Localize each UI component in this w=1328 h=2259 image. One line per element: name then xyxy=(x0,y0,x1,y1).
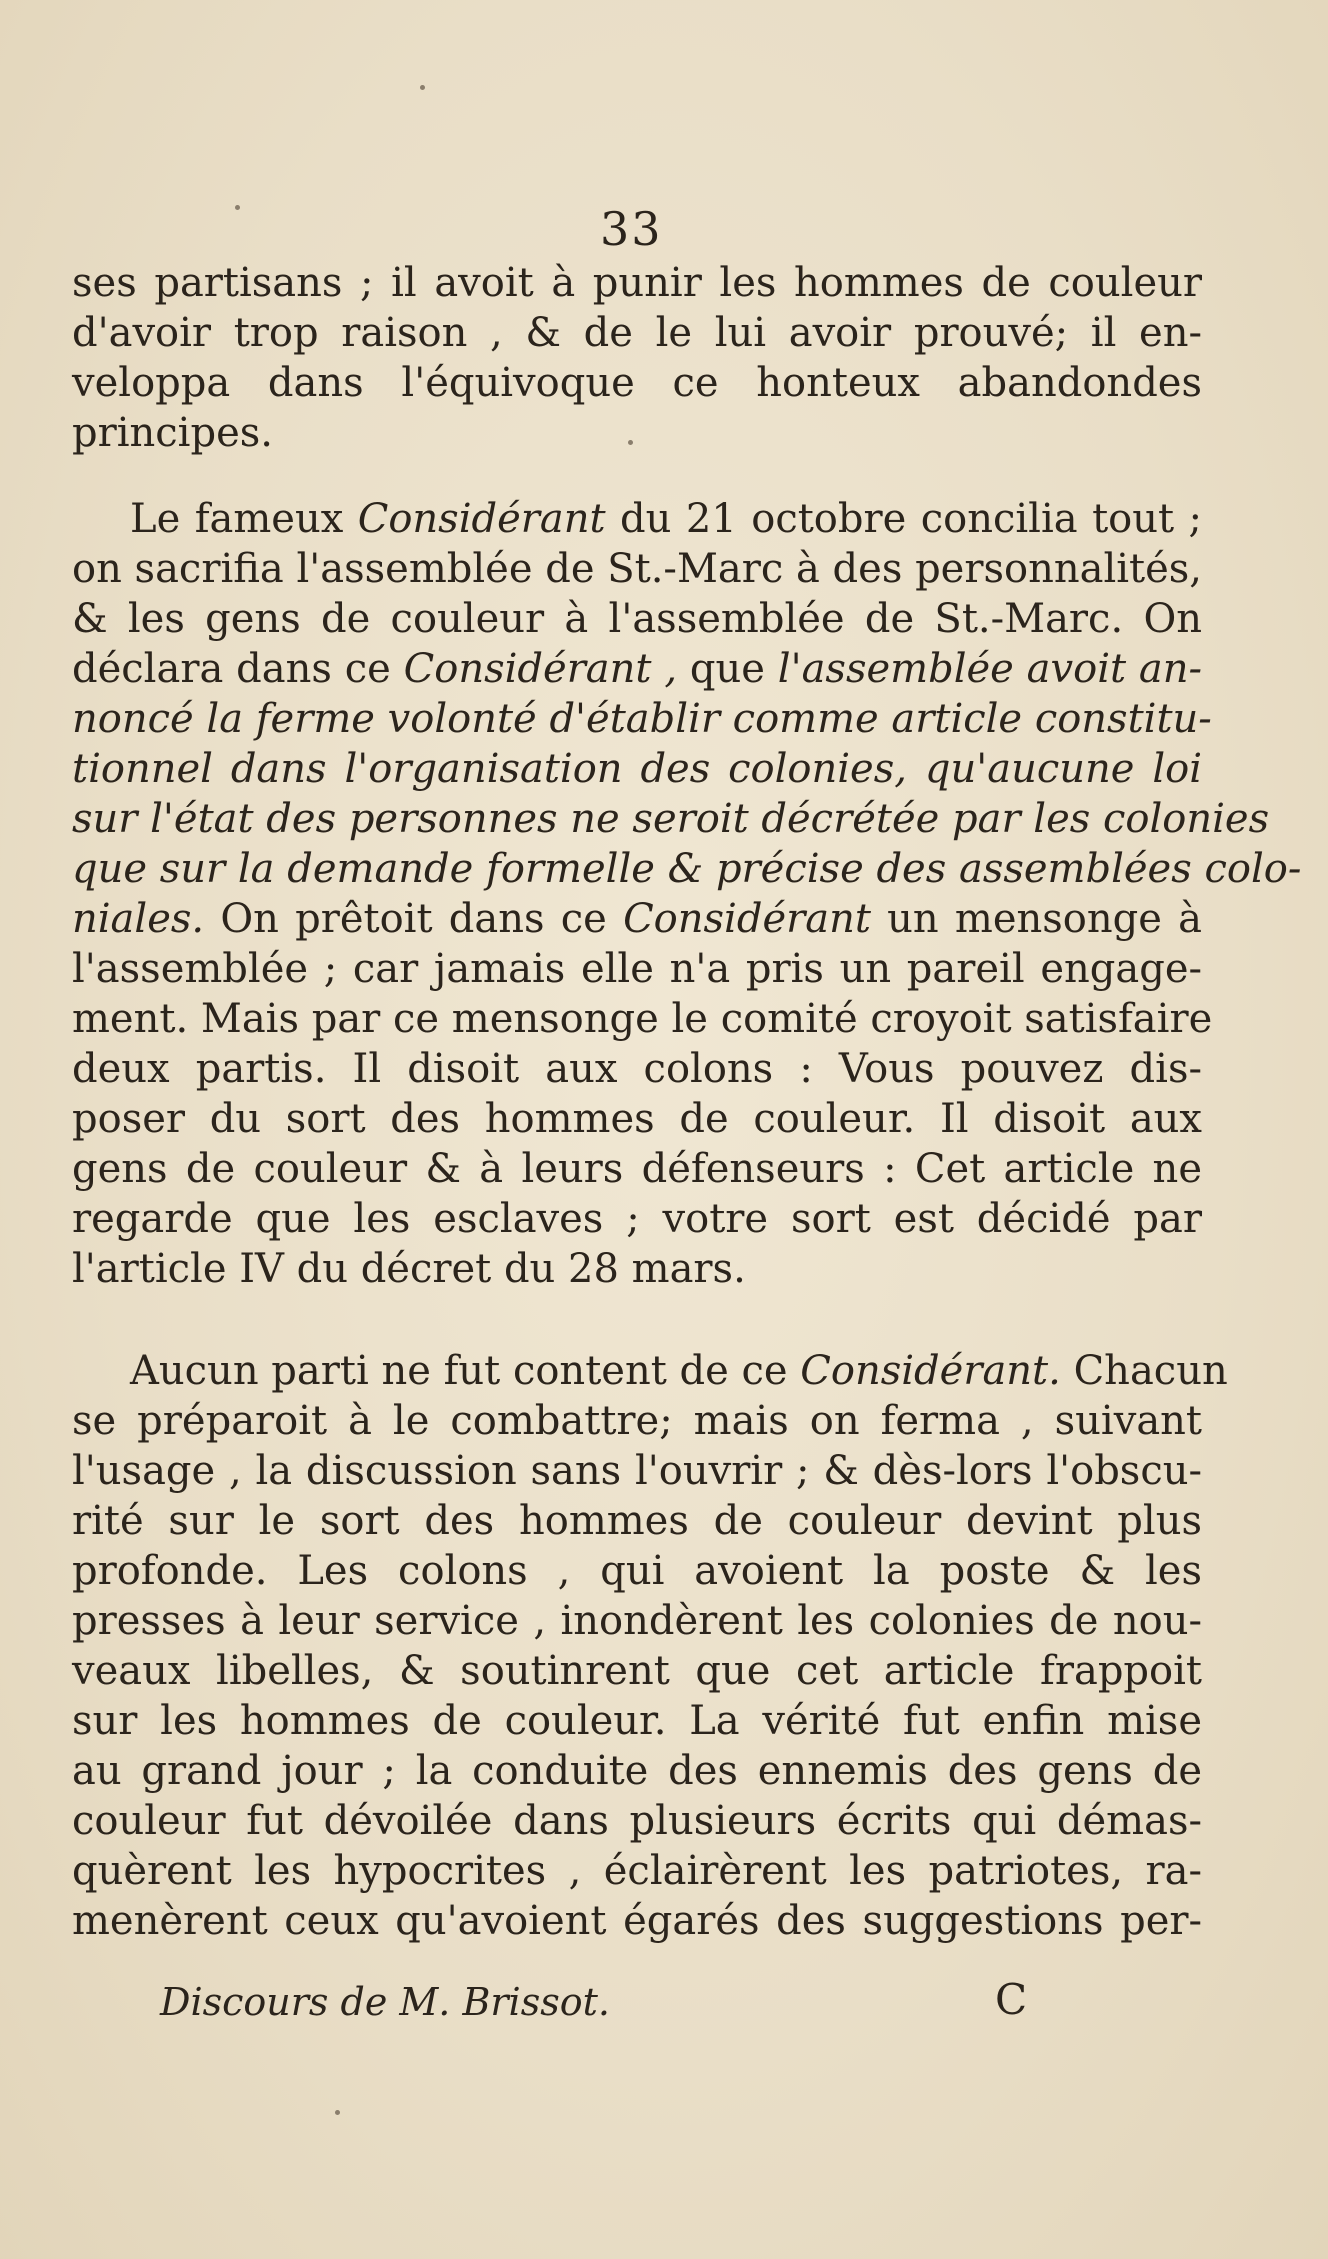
text-run: menèrent ceux qu'avoient égarés des suggestions per- xyxy=(72,1898,1202,1944)
text-run: que xyxy=(677,646,778,692)
ink-speck xyxy=(420,85,425,90)
text-line xyxy=(72,1346,1228,1396)
text-run: poser du sort des hommes de couleur. Il disoit aux xyxy=(72,1096,1202,1142)
text-line xyxy=(72,1496,1202,1546)
text-run: l'assemblée ; car jamais elle n'a pris un pareil engage- xyxy=(72,946,1202,992)
text-line xyxy=(72,1746,1202,1796)
italic-run: Considérant , xyxy=(403,646,678,692)
text-run: ses partisans ; il avoit à punir les hommes de couleur xyxy=(72,260,1202,306)
text-run: un mensonge à xyxy=(870,896,1202,942)
text-run: rité sur le sort des hommes de couleur devint plus xyxy=(72,1498,1202,1544)
signature-mark: C xyxy=(995,1975,1028,2024)
text-line xyxy=(72,1696,1202,1746)
text-line xyxy=(72,1796,1202,1846)
italic-run: sur l'état des personnes ne seroit décrétée par les colonies xyxy=(72,796,1270,842)
ink-speck xyxy=(335,2110,340,2115)
text-line xyxy=(72,1094,1202,1144)
italic-run: Considérant xyxy=(623,896,871,942)
text-line xyxy=(72,1646,1202,1696)
text-run: & les gens de couleur à l'assemblée de St.-Marc. On xyxy=(72,596,1202,642)
text-run: on sacrifia l'assemblée de St.-Marc à des personnalités, xyxy=(72,546,1203,592)
text-run: deux partis. Il disoit aux colons : Vous pouvez dis- xyxy=(72,1046,1202,1092)
italic-run: Considérant xyxy=(357,496,606,542)
text-line xyxy=(72,258,1202,308)
text-line xyxy=(72,408,1202,458)
text-line xyxy=(72,1144,1202,1194)
text-line xyxy=(72,494,1202,544)
text-run: déclara dans ce xyxy=(72,646,404,692)
text-line xyxy=(72,894,1202,944)
italic-run: tionnel dans l'organisation des colonies, qu'aucune loi xyxy=(72,746,1202,792)
text-line xyxy=(72,794,1270,844)
paragraph-1 xyxy=(72,258,1202,458)
text-line xyxy=(72,1044,1202,1094)
text-run: d'avoir trop raison , & de le lui avoir prouvé; il en- xyxy=(72,310,1202,356)
page-number: 33 xyxy=(600,202,663,256)
text-run: veloppa dans l'équivoque ce honteux abandondes xyxy=(72,360,1202,406)
text-run: presses à leur service , inondèrent les colonies de nou- xyxy=(72,1598,1202,1644)
text-line xyxy=(72,1244,1202,1294)
text-line xyxy=(72,694,1212,744)
text-run: au grand jour ; la conduite des ennemis des gens de xyxy=(72,1748,1202,1794)
text-line xyxy=(72,544,1202,594)
text-run: l'article IV du décret du 28 mars. xyxy=(72,1246,746,1292)
italic-run: Considérant. xyxy=(800,1348,1061,1394)
text-line xyxy=(72,308,1202,358)
text-run: se préparoit à le combattre; mais on ferma , suivant xyxy=(72,1398,1202,1444)
text-run: veaux libelles, & soutinrent que cet article frappoit xyxy=(72,1648,1202,1694)
text-line xyxy=(72,1446,1202,1496)
text-line xyxy=(72,1194,1202,1244)
text-line xyxy=(72,1596,1202,1646)
text-run: On prêtoit dans ce xyxy=(204,896,624,942)
text-line xyxy=(72,744,1202,794)
italic-run: que sur la demande formelle & précise des assemblées colo- xyxy=(72,846,1302,892)
text-run: couleur fut dévoilée dans plusieurs écrits qui démas- xyxy=(72,1798,1202,1844)
text-run: sur les hommes de couleur. La vérité fut enfin mise xyxy=(72,1698,1202,1744)
text-line xyxy=(72,1396,1202,1446)
paragraph-2 xyxy=(72,494,1302,1294)
text-run: principes. xyxy=(72,410,273,456)
text-run: Le fameux xyxy=(130,496,358,542)
text-line xyxy=(72,1546,1202,1596)
text-run: ment. Mais par ce mensonge le comité croyoit satisfaire xyxy=(72,996,1213,1042)
paragraph-3 xyxy=(72,1346,1228,1946)
text-run: regarde que les esclaves ; votre sort est décidé par xyxy=(72,1196,1202,1242)
text-line xyxy=(72,994,1213,1044)
italic-run: niales. xyxy=(72,896,205,942)
italic-run: noncé la ferme volonté d'établir comme article constitu- xyxy=(72,696,1212,742)
text-run: du 21 octobre concilia tout ; xyxy=(605,496,1202,542)
text-line xyxy=(72,844,1302,894)
italic-run: l'assemblée avoit an- xyxy=(777,646,1203,692)
text-line xyxy=(72,1896,1202,1946)
running-footer-title: Discours de M. Brissot. xyxy=(160,1980,610,2024)
text-run: Aucun parti ne fut content de ce xyxy=(130,1348,801,1394)
text-line xyxy=(72,358,1202,408)
text-run: quèrent les hypocrites , éclairèrent les patriotes, ra- xyxy=(72,1848,1202,1894)
text-line xyxy=(72,1846,1202,1896)
text-run: l'usage , la discussion sans l'ouvrir ; & dès-lors l'obscu- xyxy=(72,1448,1202,1494)
text-line xyxy=(72,944,1202,994)
text-line xyxy=(72,594,1202,644)
text-run: profonde. Les colons , qui avoient la poste & les xyxy=(72,1548,1202,1594)
ink-speck xyxy=(628,440,633,445)
text-line xyxy=(72,644,1202,694)
ink-speck xyxy=(235,205,240,210)
text-run: Chacun xyxy=(1060,1348,1228,1394)
text-run: gens de couleur & à leurs défenseurs : Cet article ne xyxy=(72,1146,1202,1192)
